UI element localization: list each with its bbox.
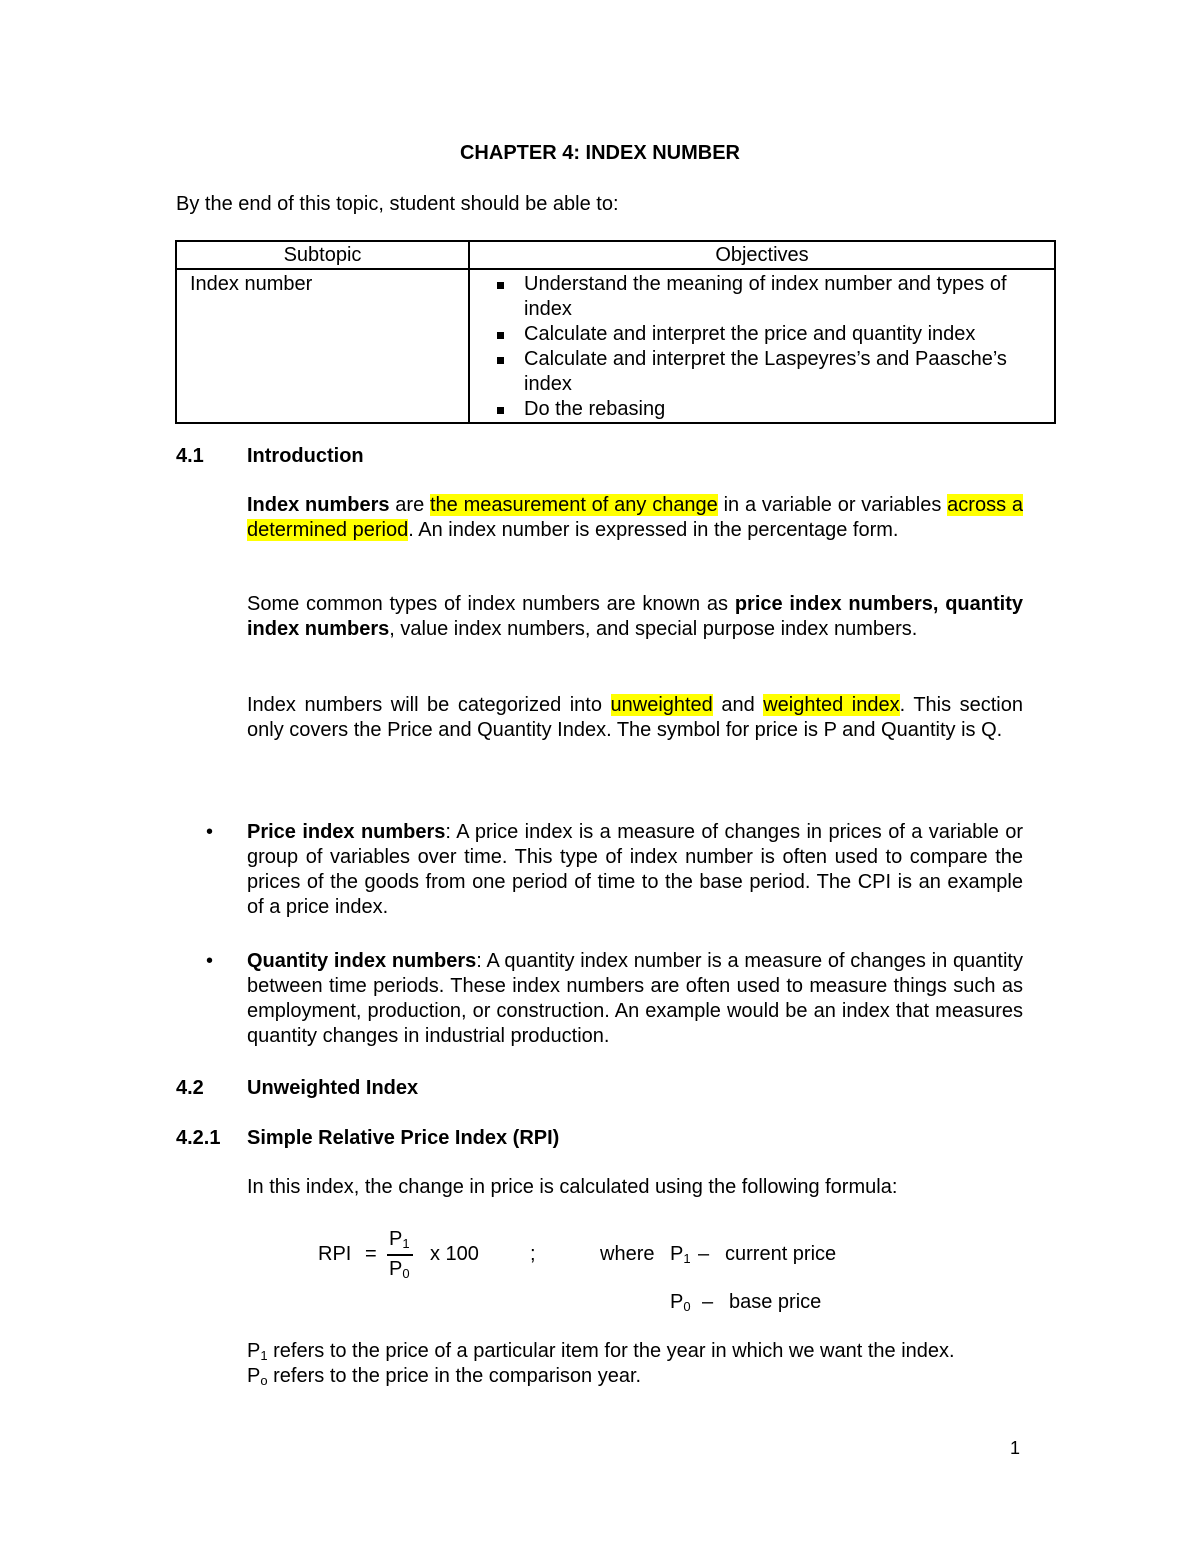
chapter-title: CHAPTER 4: INDEX NUMBER bbox=[459, 142, 741, 164]
bullet-dot-icon: • bbox=[206, 950, 214, 972]
paragraph-categories: Index numbers will be categorized into unweighted and weighted index. This section only covers the Price and Quantity Index. The symbol for price is P and Quantity is Q. bbox=[247, 694, 1023, 741]
paragraph-definition: Index numbers are the measurement of any change in a variable or variables across a determined period. An index number is expressed in the percentage form. bbox=[247, 494, 1023, 541]
square-bullet-icon bbox=[497, 357, 504, 364]
bullet-price-index: Price index numbers: A price index is a measure of changes in prices of a variable or group of variables over time. This type of index number is often used to compare the prices of the goods from one period of time to the base period. The CPI is an example of a price index. bbox=[247, 821, 1023, 918]
list-item: Understand the meaning of index number and types of index bbox=[524, 272, 1054, 322]
formula-multiplier: x 100 bbox=[430, 1243, 479, 1265]
objectives-table bbox=[175, 240, 1056, 424]
where-dash-1: – bbox=[698, 1243, 710, 1265]
note-p1: $P_1$ refers to the price of a particular item for the year in which we want the index. bbox=[247, 1340, 955, 1363]
highlight: weighted index bbox=[763, 694, 900, 716]
intro-line: By the end of this topic, student should be able to: bbox=[176, 193, 619, 215]
section-number-4-2: 4.2 bbox=[176, 1077, 204, 1099]
section-number-4-2-1: 4.2.1 bbox=[176, 1127, 221, 1149]
objectives-cell bbox=[469, 269, 1055, 423]
bullet-quantity-index: Quantity index numbers: A quantity index number is a measure of changes in quantity between time periods. These index numbers are often used to measure things such as employment, production, or construction. An example would be an index that measures quantity changes in industrial production. bbox=[247, 950, 1023, 1047]
section-title-introduction: Introduction bbox=[247, 445, 364, 467]
table-header-row bbox=[176, 241, 1055, 269]
where-p1: $P_1$ bbox=[670, 1243, 691, 1266]
where-p1-desc: current price bbox=[725, 1243, 837, 1265]
bullet-dot-icon: • bbox=[206, 821, 214, 843]
highlight: unweighted bbox=[610, 694, 713, 716]
objectives-list bbox=[470, 272, 1054, 422]
highlight: the measurement of any change bbox=[430, 494, 718, 516]
fraction-bar bbox=[387, 1254, 413, 1256]
where-p0-desc: base price bbox=[729, 1291, 822, 1313]
formula-numerator: $P_1$ bbox=[389, 1228, 410, 1251]
where-p0: $P_0$ bbox=[670, 1291, 691, 1314]
where-dash-2: – bbox=[702, 1291, 714, 1313]
paragraph-types: Some common types of index numbers are known as price index numbers, quantity index numbers, value index numbers, and special purpose index numbers. bbox=[247, 593, 1023, 640]
table-row bbox=[176, 269, 1055, 423]
formula-denominator: $P_0$ bbox=[389, 1258, 410, 1281]
square-bullet-icon bbox=[497, 332, 504, 339]
formula-separator: ; bbox=[530, 1243, 536, 1265]
page-number: 1 bbox=[1010, 1438, 1021, 1458]
formula-where: where bbox=[600, 1243, 655, 1265]
formula-lead: In this index, the change in price is calculated using the following formula: bbox=[247, 1176, 898, 1198]
list-item: Do the rebasing bbox=[524, 397, 1054, 422]
list-item: Calculate and interpret the Laspeyres’s and Paasche’s index bbox=[524, 347, 1054, 397]
section-number-4-1: 4.1 bbox=[176, 445, 204, 467]
header-subtopic: Subtopic bbox=[176, 241, 469, 269]
subtopic-cell: Index number bbox=[176, 269, 469, 423]
square-bullet-icon bbox=[497, 407, 504, 414]
formula-equals: = bbox=[365, 1243, 377, 1265]
section-title-rpi: Simple Relative Price Index (RPI) bbox=[247, 1127, 560, 1149]
highlight: across a determined period bbox=[247, 494, 1023, 541]
note-po: $P_o$ refers to the price in the comparison year. bbox=[247, 1365, 642, 1388]
square-bullet-icon bbox=[497, 282, 504, 289]
list-item: Calculate and interpret the price and quantity index bbox=[524, 322, 1054, 347]
section-title-unweighted: Unweighted Index bbox=[247, 1077, 419, 1099]
header-objectives: Objectives bbox=[469, 241, 1055, 269]
formula-lhs: RPI bbox=[318, 1243, 352, 1265]
